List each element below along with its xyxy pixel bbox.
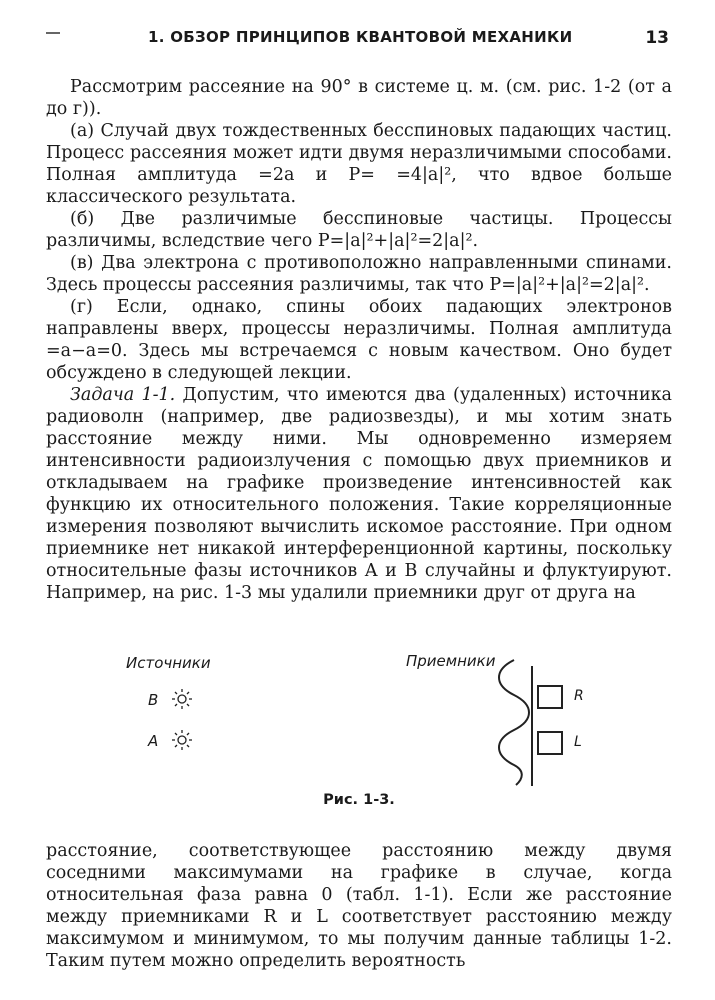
- source-a-icon: [172, 730, 192, 750]
- label-receiver-l: L: [574, 734, 582, 750]
- figure-1-3: [46, 640, 672, 830]
- page-header: [0, 20, 715, 50]
- label-source-b: B: [148, 691, 159, 709]
- paragraph-case-v: (в) Два электрона с противоположно направленными спинами. Здесь процессы рассеяния различимы, так что P=|a|²+|a|²=2|a|².: [46, 253, 672, 295]
- label-sources: Источники: [126, 654, 211, 672]
- label-source-a: A: [148, 732, 159, 750]
- receiver-l-box: [538, 732, 562, 754]
- main-text: [46, 76, 672, 604]
- paragraph-case-b: (б) Две различимые бесспиновые частицы. Процессы различимы, вследствие чего P=|a|²+|a|²=2|a|².: [46, 209, 672, 251]
- paragraph-problem: [46, 384, 672, 604]
- paragraph-intro: Рассмотрим рассеяние на 90° в системе ц. м. (см. рис. 1-2 (от а до г)).: [46, 77, 672, 119]
- label-receivers: Приемники: [406, 652, 496, 670]
- label-receiver-r: R: [574, 688, 584, 704]
- source-b-icon: [172, 689, 192, 709]
- header-mark: [46, 32, 60, 34]
- receiver-r-box: [538, 686, 562, 708]
- paragraph-continuation: расстояние, соответствующее расстоянию между двумя соседними максимумами на графике в случае, когда относительная фаза равна 0 (табл. 1-1). Если же расстояние между приемниками R и L соответствует расстоянию между максимумом и минимумом, то мы получим данные таблицы 1-2. Таким путем можно определить вероятность: [46, 841, 672, 971]
- problem-text: Допустим, что имеются два (удаленных) источника радиоволн (например, две радиозвезды), и мы хотим знать расстояние между ними. Мы одновременно измеряем интенсивности радиоизлучения с помощью двух приемников и откладываем на графике произведение интенсивностей как функцию их относительного положения. Такие корреляционные измерения позволяют вычислить искомое расстояние. При одном приемнике нет никакой интерференционной картины, поскольку относительные фазы источников A и B случайны и флуктуируют. Например, на рис. 1-3 мы удалили приемники друг от друга на: [46, 385, 672, 603]
- problem-label: Задача 1-1.: [70, 385, 176, 405]
- page-number: 13: [645, 28, 669, 48]
- wave-front: [499, 660, 529, 785]
- paragraph-case-a: (а) Случай двух тождественных бесспиновых падающих частиц. Процесс рассеяния может идти двумя неразличимыми способами. Полная амплитуда =2a и P= =4|a|², что вдвое больше классического результата.: [46, 121, 672, 207]
- paragraph-case-g: (г) Если, однако, спины обоих падающих электронов направлены вверх, процессы неразличимы. Полная амплитуда =a−a=0. Здесь мы встречаемся с новым качеством. Оно будет обсуждено в следующей лекции.: [46, 297, 672, 383]
- figure-caption: Рис. 1-3.: [323, 792, 395, 808]
- running-head: 1. ОБЗОР ПРИНЦИПОВ КВАНТОВОЙ МЕХАНИКИ: [148, 28, 573, 46]
- continuation-text: [46, 840, 672, 972]
